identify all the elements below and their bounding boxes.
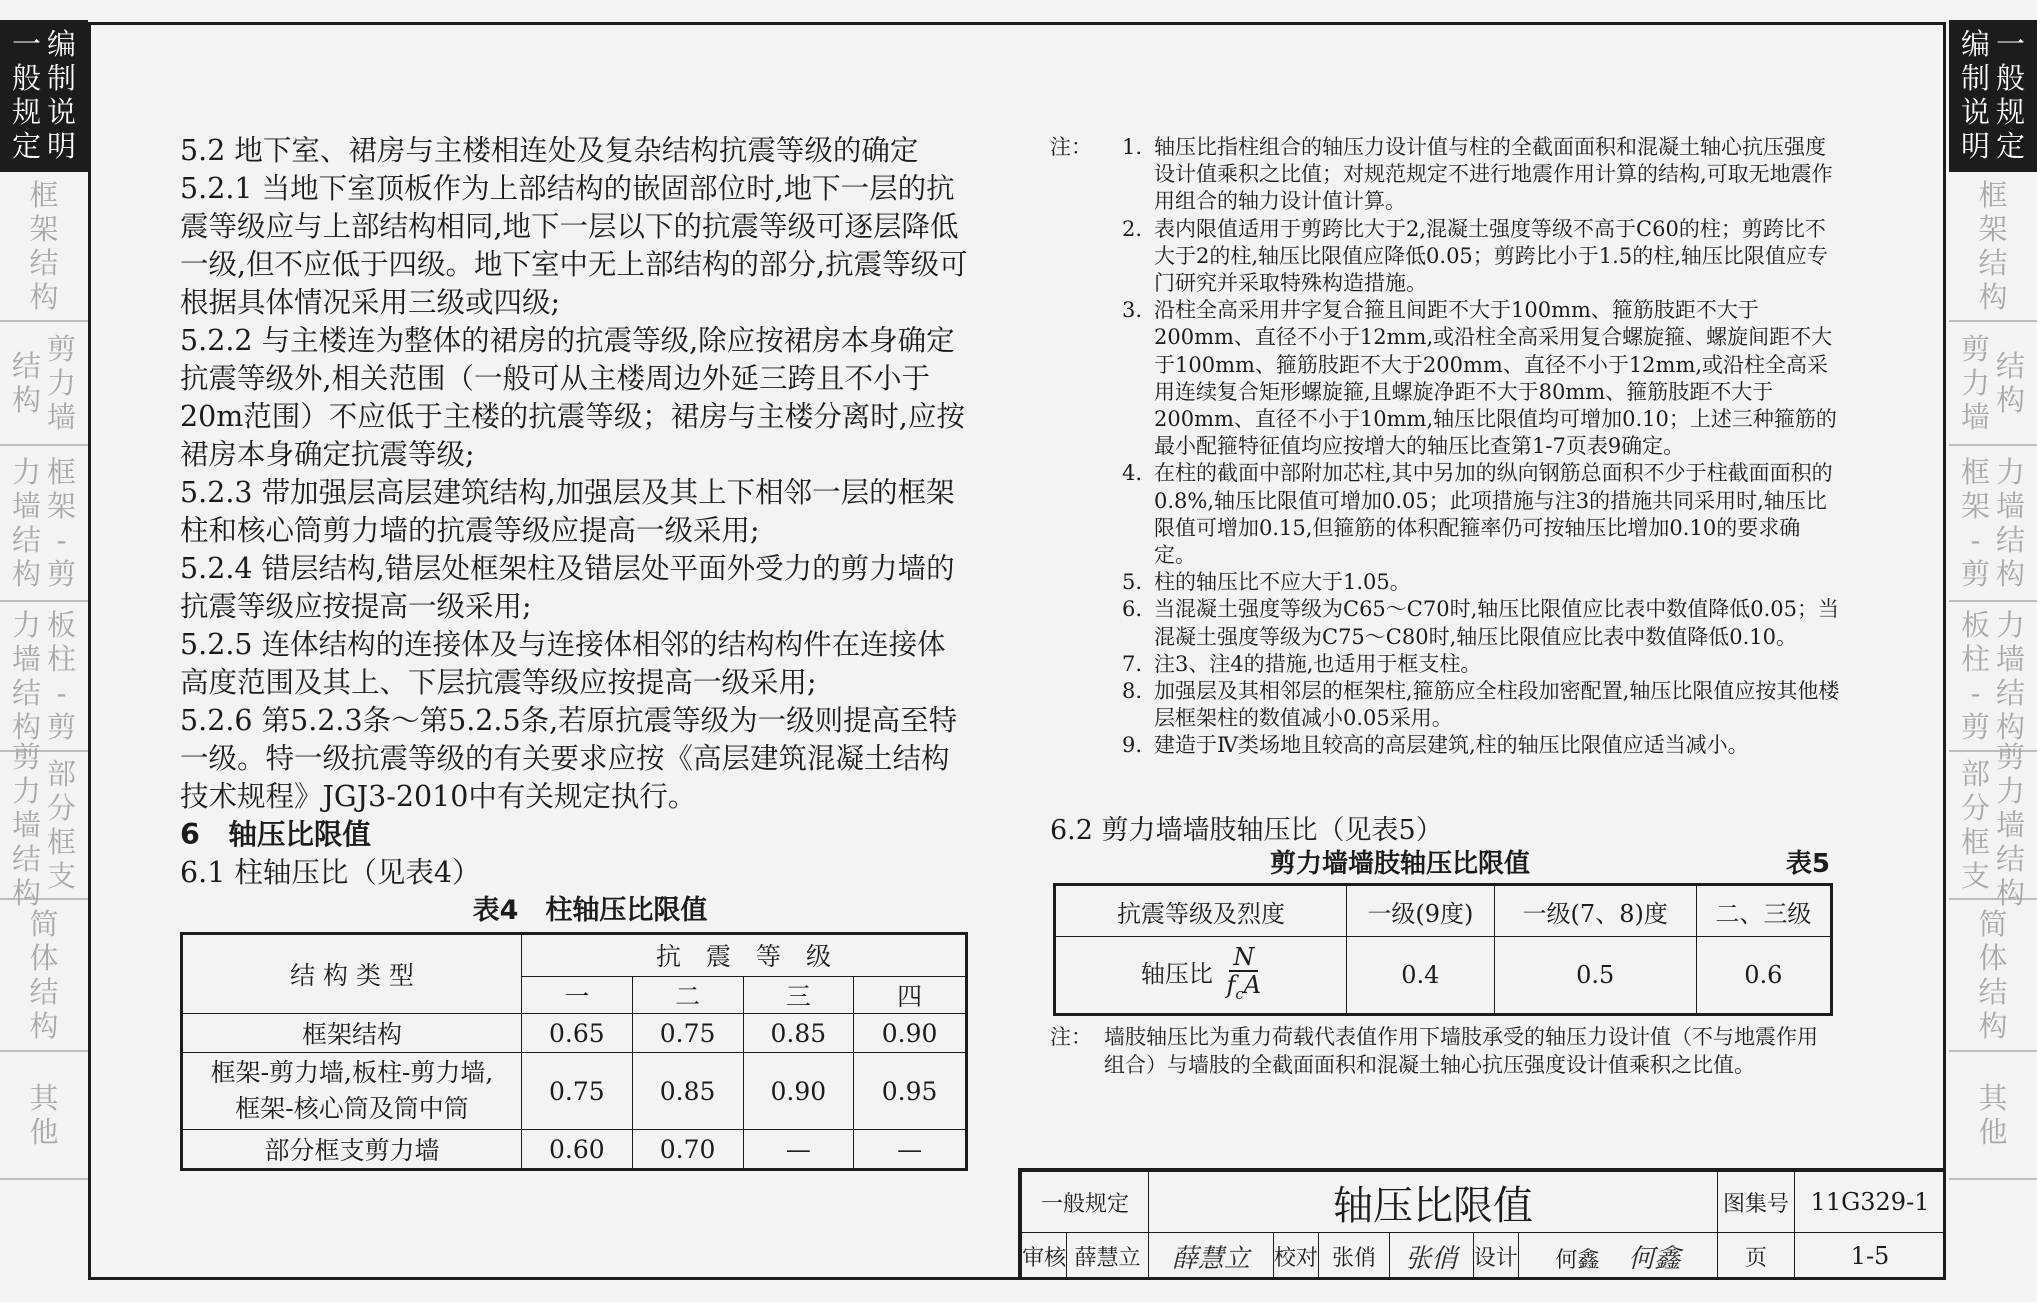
- sidebar-tab-label-column: [1961, 27, 1990, 163]
- sidebar-tab-char: 架: [29, 212, 59, 246]
- note-number: 4.: [1121, 461, 1142, 486]
- sidebar-tab[interactable]: [0, 20, 88, 172]
- sidebar-tab-label-column: [47, 757, 76, 893]
- designer-name: 何鑫: [1555, 1247, 1600, 1273]
- note-text: 注3、注4的措施,也适用于框支柱。: [1154, 651, 1482, 676]
- sidebar-tab-char: 构: [29, 1009, 59, 1043]
- clause-5-2-4: 5.2.4 错层结构,错层处框架柱及错层处平面外受力的剪力墙的抗震等级应按提高一级采用;: [180, 552, 955, 623]
- table4-grade-3: 三: [743, 976, 854, 1013]
- sidebar-tab-char: 编: [47, 27, 77, 61]
- table4-cell: 0.85: [743, 1014, 854, 1053]
- table4-cell: —: [854, 1130, 967, 1170]
- sidebar-tab-char: 制: [47, 61, 77, 95]
- sidebar-tab[interactable]: [1949, 20, 2037, 172]
- note-item: [1104, 134, 1840, 216]
- table5-grade-3: 二、三级: [1696, 885, 1831, 937]
- sidebar-tab-char: 力: [1996, 455, 2026, 489]
- sidebar-tab[interactable]: [1949, 602, 2037, 752]
- drawing-title: 轴压比限值: [1149, 1172, 1718, 1233]
- sidebar-tab-char: 力: [1996, 608, 2026, 642]
- table-row: [182, 1130, 967, 1170]
- table5-grade-2: 一级(7、8)度: [1494, 885, 1696, 937]
- sidebar-tab-label-column: [47, 27, 76, 163]
- sidebar-tab-char: 分: [1960, 791, 1990, 825]
- section-5-2-heading: 5.2 地下室、裙房与主楼相连处及复杂结构抗震等级的确定: [180, 134, 919, 167]
- notes-list: [1050, 134, 1840, 760]
- note-number: 1.: [1121, 135, 1142, 159]
- sidebar-tab-label-column: [1961, 332, 1990, 434]
- table-row: [182, 1053, 967, 1130]
- table5-cell: 0.6: [1696, 937, 1831, 1015]
- right-sidebar-nav: [1949, 20, 2037, 1180]
- note-number: 7.: [1121, 651, 1142, 676]
- sidebar-tab-char: -: [56, 523, 67, 557]
- note-number: 3.: [1121, 298, 1142, 323]
- sidebar-tab-char: 力: [11, 608, 41, 642]
- note-item: [1104, 216, 1840, 298]
- sidebar-tab[interactable]: [1949, 740, 2037, 910]
- table5-number: 表5: [1785, 849, 1830, 879]
- sidebar-tab-char: 框: [1960, 825, 1990, 859]
- note-number: 8.: [1121, 679, 1142, 704]
- sidebar-tab-char: 一: [1996, 27, 2026, 61]
- clause-5-2-6: 5.2.6 第5.2.3条～第5.2.5条,若原抗震等级为一级则提高至特一级。特一级抗震等级的有关要求应按《高层建筑混凝土结构技术规程》JGJ3-2010中有关规定执行。: [180, 704, 958, 813]
- sidebar-tab-char: 架: [1978, 212, 2008, 246]
- table5-note-text: 墙肢轴压比为重力荷载代表值作用下墙肢承受的轴压力设计值（不与地震作用组合）与墙肢的全截面面积和混凝土轴心抗压强度设计值乘积之比值。: [1104, 1025, 1818, 1077]
- table5-row-label: [1055, 937, 1347, 1015]
- sidebar-tab-char: 力: [11, 455, 41, 489]
- sidebar-tab-char: 框: [47, 825, 77, 859]
- sidebar-tab-label-column: [1961, 608, 1990, 744]
- designer-signature: 何鑫: [1628, 1243, 1681, 1274]
- sidebar-tab-char: 墙: [47, 400, 77, 434]
- sidebar-tab-char: 简: [1978, 907, 2008, 941]
- sidebar-tab-char: 力: [1996, 774, 2026, 808]
- sidebar-tab-char: 规: [1996, 95, 2026, 129]
- sidebar-tab-char: 墙: [1996, 642, 2026, 676]
- sidebar-tab-char: 构: [29, 280, 59, 314]
- sidebar-tab-char: 力: [1960, 366, 1990, 400]
- note-item: [1104, 297, 1840, 460]
- section-6-2-heading: 6.2 剪力墙墙肢轴压比（见表5）: [1050, 815, 1443, 846]
- table4-cell: 0.60: [522, 1130, 633, 1170]
- sidebar-tab-char: 墙: [1996, 489, 2026, 523]
- sidebar-tab-char: 墙: [11, 642, 41, 676]
- sidebar-tab-char: 他: [1978, 1115, 2008, 1149]
- section-6-heading: 6 轴压比限值: [180, 818, 371, 851]
- sidebar-tab-label-column: [47, 332, 76, 434]
- sidebar-tab-char: 明: [47, 129, 77, 163]
- sidebar-tab[interactable]: [0, 740, 88, 910]
- note-text: 柱的轴压比不应大于1.05。: [1154, 570, 1411, 595]
- sidebar-tab-char: 结: [11, 676, 41, 710]
- sidebar-tab-char: 结: [1996, 676, 2026, 710]
- left-sidebar-nav: [0, 20, 88, 1180]
- sidebar-tab-char: 剪: [47, 332, 77, 366]
- table5-wall-axial-ratio: [1053, 883, 1833, 1016]
- page-label: 页: [1718, 1233, 1795, 1280]
- note-number: 9.: [1121, 733, 1142, 758]
- sidebar-tab-char: 编: [1960, 27, 1990, 61]
- sidebar-tab-char: 板: [1960, 608, 1990, 642]
- sidebar-tab-label-column: [12, 740, 41, 910]
- reviewer-signature: 薛慧立: [1149, 1233, 1274, 1280]
- sidebar-tab[interactable]: [0, 172, 88, 322]
- note-item: [1104, 460, 1840, 569]
- design-label: 设计: [1473, 1233, 1518, 1280]
- sidebar-tab-label-column: [1996, 455, 2025, 591]
- sidebar-tab-char: 框: [29, 178, 59, 212]
- table4-cell: 0.75: [632, 1014, 743, 1053]
- sidebar-tab[interactable]: [1949, 1052, 2037, 1180]
- checker-name: 张俏: [1318, 1233, 1389, 1280]
- note-item: [1104, 569, 1840, 596]
- table4-caption: 表4 柱轴压比限值: [472, 895, 708, 926]
- sidebar-tab-char: 他: [29, 1115, 59, 1149]
- designer-name-and-signature: [1518, 1233, 1717, 1280]
- table4-header-grade: 抗 震 等 级: [522, 934, 967, 977]
- sidebar-tab[interactable]: [1949, 446, 2037, 602]
- sidebar-tab-char: 结: [11, 523, 41, 557]
- sidebar-tab-label-column: [29, 178, 58, 314]
- note-number: 5.: [1121, 570, 1142, 595]
- sidebar-tab-char: 墙: [1960, 400, 1990, 434]
- sidebar-tab-char: 规: [11, 95, 41, 129]
- table4-cell: 0.95: [854, 1053, 967, 1130]
- sidebar-tab-char: -: [1970, 676, 1981, 710]
- sidebar-tab-label-column: [1961, 455, 1990, 591]
- sidebar-tab[interactable]: [0, 446, 88, 602]
- note-item: [1104, 678, 1840, 732]
- table4-cell: 0.65: [522, 1014, 633, 1053]
- sidebar-tab-char: 其: [29, 1081, 59, 1115]
- sidebar-tab-char: 支: [47, 859, 77, 893]
- sidebar-tab-char: 构: [1996, 876, 2026, 910]
- sidebar-tab[interactable]: [1949, 900, 2037, 1052]
- sidebar-tab-label-column: [1996, 740, 2025, 910]
- sidebar-tab-char: 定: [11, 129, 41, 163]
- sidebar-tab-char: 柱: [47, 642, 77, 676]
- sidebar-tab-char: 一: [11, 27, 41, 61]
- table4-notes: [1050, 134, 1840, 760]
- sidebar-tab-char: 说: [47, 95, 77, 129]
- checker-signature: 张俏: [1390, 1233, 1474, 1280]
- table5-note-label: 注：: [1050, 1025, 1092, 1049]
- sidebar-tab-char: 剪: [1960, 332, 1990, 366]
- sidebar-tab-char: 其: [1978, 1081, 2008, 1115]
- sidebar-tab-label-column: [47, 455, 76, 591]
- sidebar-tab-char: 构: [11, 383, 41, 417]
- note-item: [1104, 596, 1840, 650]
- sidebar-tab-char: 剪: [11, 740, 41, 774]
- sidebar-tab-char: -: [1970, 523, 1981, 557]
- sidebar-tab-label-column: [12, 608, 41, 744]
- sidebar-tab-char: 简: [29, 907, 59, 941]
- sidebar-tab-char: 剪: [1960, 710, 1990, 744]
- notes-label: 注：: [1050, 135, 1092, 159]
- sidebar-tab-char: 构: [1978, 1009, 2008, 1043]
- table5-title: 剪力墙墙肢轴压比限值: [1270, 849, 1531, 879]
- sidebar-tab-char: 部: [47, 757, 77, 791]
- sidebar-tab[interactable]: [0, 900, 88, 1052]
- sidebar-tab-label-column: [12, 455, 41, 591]
- table-row: [1055, 937, 1832, 1015]
- sidebar-tab-label-column: [1978, 907, 2007, 1043]
- sidebar-tab-char: 结: [29, 246, 59, 280]
- note-number: 2.: [1121, 216, 1142, 241]
- sidebar-tab-char: -: [56, 676, 67, 710]
- sidebar-tab-label-column: [1978, 1081, 2007, 1149]
- sidebar-tab-char: 般: [1996, 61, 2026, 95]
- sidebar-tab-char: 定: [1996, 129, 2026, 163]
- sidebar-tab-char: 柱: [1960, 642, 1990, 676]
- sidebar-tab-char: 墙: [11, 808, 41, 842]
- sidebar-tab-char: 构: [1996, 710, 2026, 744]
- sidebar-tab[interactable]: [1949, 172, 2037, 322]
- section-6-1-heading: 6.1 柱轴压比（见表4）: [180, 856, 481, 889]
- sidebar-tab-char: 说: [1960, 95, 1990, 129]
- table4-cell: 0.90: [854, 1014, 967, 1053]
- note-number: 6.: [1121, 597, 1142, 622]
- sidebar-tab-char: 构: [11, 710, 41, 744]
- sidebar-tab-char: 框: [47, 455, 77, 489]
- table4-cell: 0.85: [632, 1053, 743, 1130]
- table4-row-type-line1: 框架-剪力墙,板柱-剪力墙,: [210, 1058, 494, 1087]
- table4-row-type: 部分框支剪力墙: [182, 1130, 522, 1170]
- atlas-number: 11G329-1: [1795, 1172, 1946, 1233]
- table5-row-label-text: 轴压比: [1140, 959, 1213, 988]
- sidebar-tab-label-column: [29, 1081, 58, 1149]
- sidebar-tab-char: 剪: [1960, 557, 1990, 591]
- sidebar-tab-label-column: [29, 907, 58, 1043]
- sidebar-tab-label-column: [12, 349, 41, 417]
- formula-numerator: N: [1229, 944, 1258, 972]
- sidebar-tab-char: 般: [11, 61, 41, 95]
- axial-ratio-formula: [1227, 944, 1262, 1007]
- table4-grade-4: 四: [854, 976, 967, 1013]
- left-column-text: [180, 132, 970, 930]
- page-number: 1-5: [1795, 1233, 1946, 1280]
- table5-note: [1050, 1024, 1830, 1079]
- sidebar-tab-char: 结: [1996, 523, 2026, 557]
- note-text: 加强层及其相邻层的框架柱,箍筋应全柱段加密配置,轴压比限值应按其他楼层框架柱的数值减小0.05采用。: [1154, 679, 1840, 731]
- sidebar-tab-char: 分: [47, 791, 77, 825]
- sidebar-tab-label-column: [1996, 27, 2025, 163]
- table-row: [182, 1014, 967, 1053]
- sidebar-tab-char: 剪: [47, 710, 77, 744]
- note-text: 沿柱全高采用井字复合箍且间距不大于100mm、箍筋肢距不大于200mm、直径不小于12mm,或沿柱全高采用复合螺旋箍、螺旋间距不大于100mm、箍筋肢距不大于200mm、直径不小于12mm,或沿柱全高采用连续复合矩形螺旋箍,且螺旋净距不大于80mm、箍筋肢距不大于200mm、直径不小于10mm,轴压比限值均可增加0.10；上述三种箍筋的最小配箍特征值均应按增大的轴压比查第1-7页表9确定。: [1154, 298, 1837, 459]
- sidebar-tab-char: 明: [1960, 129, 1990, 163]
- atlas-label: 图集号: [1718, 1172, 1795, 1233]
- sidebar-tab-char: 框: [1960, 455, 1990, 489]
- sidebar-tab-char: 结: [1978, 975, 2008, 1009]
- sidebar-tab-char: 构: [1996, 557, 2026, 591]
- table4-cell: 0.70: [632, 1130, 743, 1170]
- sidebar-tab-char: 体: [1978, 941, 2008, 975]
- note-text: 轴压比指柱组合的轴压力设计值与柱的全截面面积和混凝土轴心抗压强度设计值乘积之比值；对规范规定不进行地震作用计算的结构,可取无地震作用组合的轴力设计值计算。: [1154, 135, 1833, 214]
- formula-denominator: $f_cA$: [1226, 970, 1262, 1003]
- sidebar-tab-char: 制: [1960, 61, 1990, 95]
- sidebar-tab-char: 剪: [1996, 740, 2026, 774]
- sidebar-tab-char: 架: [1960, 489, 1990, 523]
- table4-row-type: 框架结构: [182, 1014, 522, 1053]
- note-text: 表内限值适用于剪跨比大于2,混凝土强度等级不高于C60的柱；剪跨比不大于2的柱,轴压比限值应降低0.05；剪跨比小于1.5的柱,轴压比限值应专门研究并采取特殊构造措施。: [1154, 216, 1828, 296]
- sidebar-tab-char: 构: [11, 876, 41, 910]
- sidebar-tab-char: 结: [1996, 349, 2026, 383]
- table4-row-type: [182, 1053, 522, 1130]
- sidebar-tab-char: 支: [1960, 859, 1990, 893]
- table4-row-type-line2: 框架-核心筒及筒中筒: [235, 1094, 469, 1123]
- sidebar-tab-char: 力: [47, 366, 77, 400]
- sidebar-tab-char: 结: [11, 349, 41, 383]
- check-label: 校对: [1273, 1233, 1318, 1280]
- table5-header-label: 抗震等级及烈度: [1055, 885, 1347, 937]
- sidebar-tab[interactable]: [0, 1052, 88, 1180]
- sidebar-tab[interactable]: [1949, 322, 2037, 446]
- sidebar-tab-char: 架: [47, 489, 77, 523]
- table5-cell: 0.4: [1347, 937, 1495, 1015]
- sidebar-tab-char: 板: [47, 608, 77, 642]
- note-item: [1104, 732, 1840, 759]
- table4-header-type: 结 构 类 型: [182, 934, 522, 1014]
- sidebar-tab-char: 墙: [1996, 808, 2026, 842]
- sidebar-tab-char: 结: [11, 842, 41, 876]
- sidebar-tab-char: 力: [11, 774, 41, 808]
- table5-cell: 0.5: [1494, 937, 1696, 1015]
- sidebar-tab-char: 墙: [11, 489, 41, 523]
- sidebar-tab[interactable]: [0, 322, 88, 446]
- sidebar-tab-label-column: [1996, 349, 2025, 417]
- sidebar-tab-char: 结: [29, 975, 59, 1009]
- sidebar-tab-char: 构: [11, 557, 41, 591]
- table4-grade-1: 一: [522, 976, 633, 1013]
- sidebar-tab-char: 结: [1978, 246, 2008, 280]
- sidebar-tab-label-column: [1978, 178, 2007, 314]
- sidebar-tab-char: 构: [1978, 280, 2008, 314]
- sidebar-tab-label-column: [47, 608, 76, 744]
- table4-cell: —: [743, 1130, 854, 1170]
- table5-grade-1: 一级(9度): [1347, 885, 1495, 937]
- sidebar-tab-char: 剪: [47, 557, 77, 591]
- note-item: [1104, 651, 1840, 678]
- sidebar-tab-label-column: [1961, 757, 1990, 893]
- title-block-category: 一般规定: [1022, 1172, 1149, 1233]
- sidebar-tab-char: 结: [1996, 842, 2026, 876]
- note-text: 当混凝土强度等级为C65～C70时,轴压比限值应比表中数值降低0.05；当混凝土强度等级为C75～C80时,轴压比限值应比表中数值降低0.10。: [1154, 597, 1840, 649]
- note-text: 在柱的截面中部附加芯柱,其中另加的纵向钢筋总面积不少于柱截面面积的0.8%,轴压比限值可增加0.05；此项措施与注3的措施共同采用时,轴压比限值可增加0.15,但箍筋的体积配箍率仍可按轴压比增加0.10的要求确定。: [1154, 461, 1833, 568]
- title-block: [1018, 1168, 1946, 1280]
- table4-cell: 0.75: [522, 1053, 633, 1130]
- reviewer-name: 薛慧立: [1067, 1233, 1149, 1280]
- sidebar-tab-label-column: [1996, 608, 2025, 744]
- sidebar-tab-char: 部: [1960, 757, 1990, 791]
- table4-column-axial-ratio: [180, 932, 968, 1171]
- sidebar-tab-char: 构: [1996, 383, 2026, 417]
- clause-5-2-1: 5.2.1 当地下室顶板作为上部结构的嵌固部位时,地下一层的抗震等级应与上部结构相同,地下一层以下的抗震等级可逐层降低一级,但不应低于四级。地下室中无上部结构的部分,抗震等级可根据具体情况采用三级或四级;: [180, 172, 968, 319]
- sidebar-tab-char: 体: [29, 941, 59, 975]
- sidebar-tab[interactable]: [0, 602, 88, 752]
- sidebar-tab-label-column: [12, 27, 41, 163]
- sidebar-tab-char: 框: [1978, 178, 2008, 212]
- table4-grade-2: 二: [632, 976, 743, 1013]
- clause-5-2-5: 5.2.5 连体结构的连接体及与连接体相邻的结构构件在连接体高度范围及其上、下层抗震等级应按提高一级采用;: [180, 628, 946, 699]
- clause-5-2-3: 5.2.3 带加强层高层建筑结构,加强层及其上下相邻一层的框架柱和核心筒剪力墙的抗震等级应提高一级采用;: [180, 476, 955, 547]
- note-text: 建造于Ⅳ类场地且较高的高层建筑,柱的轴压比限值应适当减小。: [1154, 733, 1749, 758]
- clause-5-2-2: 5.2.2 与主楼连为整体的裙房的抗震等级,除应按裙房本身确定抗震等级外,相关范围（一般可从主楼周边外延三跨且不小于20m范围）不应低于主楼的抗震等级；裙房与主楼分离时,应按裙房本身确定抗震等级;: [180, 324, 965, 471]
- review-label: 审核: [1022, 1233, 1067, 1280]
- table4-cell: 0.90: [743, 1053, 854, 1130]
